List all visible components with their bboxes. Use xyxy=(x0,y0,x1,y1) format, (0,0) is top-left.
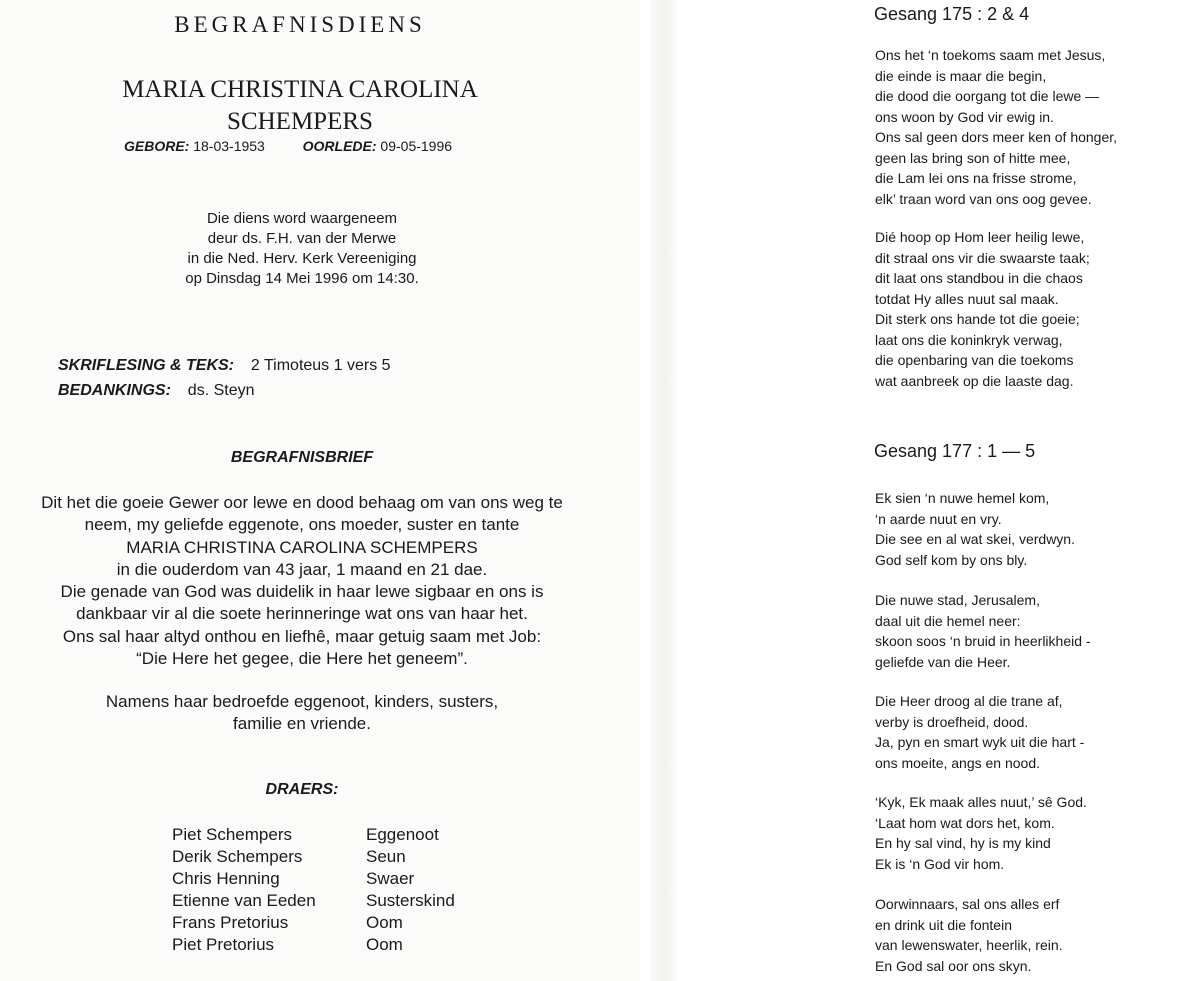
verse-line: elk’ traan word van ons oog gevee. xyxy=(875,190,1092,207)
bearer-name: Chris Henning xyxy=(172,869,280,888)
verse-line: Ons sal geen dors meer ken of honger, xyxy=(875,129,1118,145)
verse-line: ons woon by God vir ewig in. xyxy=(875,108,1054,125)
hymn-177-verse-2 xyxy=(875,590,1091,672)
deceased-name-line2: SCHEMPERS xyxy=(227,108,373,135)
verse-line: ‘Laat hom wat dors het, kom. xyxy=(875,814,1055,831)
born-date: 18-03-1953 xyxy=(193,138,265,154)
hymn-177-verse-1 xyxy=(875,488,1075,570)
bearer-relation: Oom xyxy=(366,913,403,932)
service-line: in die Ned. Herv. Kerk Vereeniging xyxy=(187,250,417,267)
verse-line: van lewenswater, heerlik, rein. xyxy=(875,937,1063,953)
verse-line: dit straal ons vir die swaarste taak; xyxy=(875,249,1090,266)
bearer-name: Piet Pretorius xyxy=(172,935,275,954)
verse-line: verby is droefheid, dood. xyxy=(875,713,1029,730)
bearer-name: Derik Schempers xyxy=(172,847,303,866)
closing-line: familie en vriende. xyxy=(233,714,371,733)
verse-line: En hy sal vind, hy is my kind xyxy=(875,835,1051,851)
letter-line: in die ouderdom van 43 jaar, 1 maand en 21 dae. xyxy=(116,559,488,579)
verse-line: Ja, pyn en smart wyk uit die hart - xyxy=(875,734,1085,750)
hymn-175-verse-4 xyxy=(875,227,1090,391)
document-title: BEGRAFNISDIENS xyxy=(174,12,426,37)
reading-value: 2 Timoteus 1 vers 5 xyxy=(250,357,391,374)
born-label: GEBORE: xyxy=(124,138,190,154)
verse-line: ‘Kyk, Ek maak alles nuut,’ sê God. xyxy=(875,794,1087,810)
letter-line: MARIA CHRISTINA CAROLINA SCHEMPERS xyxy=(126,537,478,557)
bearers-heading: DRAERS: xyxy=(265,781,339,798)
hymn-177-verse-4 xyxy=(875,792,1087,874)
bearer-row xyxy=(172,824,455,846)
verse-line: Ek sien ‘n nuwe hemel kom, xyxy=(875,490,1050,506)
verse-line: Die Heer droog al die trane af, xyxy=(875,693,1063,709)
hymn-175-title: Gesang 175 : 2 & 4 xyxy=(874,4,1030,24)
scripture-reading xyxy=(58,357,391,375)
closing-text xyxy=(0,691,604,735)
verse-line: Ek is ‘n God vir hom. xyxy=(875,855,1005,872)
verse-line: daal uit die hemel neer: xyxy=(875,612,1021,629)
bearer-row xyxy=(172,934,455,956)
bearer-name: Frans Pretorius xyxy=(172,913,289,932)
bearer-row xyxy=(172,890,455,912)
reading-label: SKRIFLESING & TEKS: xyxy=(58,357,235,374)
letter-line: dankbaar vir al die soete herinneringe wat ons van haar het. xyxy=(76,604,528,624)
verse-line: die dood die oorgang tot die lewe — xyxy=(875,88,1100,104)
bearer-row xyxy=(172,846,455,868)
service-line: op Dinsdag 14 Mei 1996 om 14:30. xyxy=(185,270,419,287)
verse-line: Dié hoop op Hom leer heilig lewe, xyxy=(875,229,1085,245)
verse-line: Oorwinnaars, sal ons alles erf xyxy=(875,896,1060,912)
bearer-relation: Seun xyxy=(366,847,406,866)
bearer-relation: Eggenoot xyxy=(366,825,439,844)
bearers-list xyxy=(172,824,455,956)
verse-line: Die nuwe stad, Jerusalem, xyxy=(875,592,1040,608)
thanks-label: BEDANKINGS: xyxy=(58,382,171,399)
dates-line xyxy=(124,138,452,154)
letter-line: neem, my geliefde eggenote, ons moeder, suster en tante xyxy=(84,515,520,535)
bearer-relation: Susterskind xyxy=(366,891,455,910)
thanks-value: ds. Steyn xyxy=(187,382,255,399)
deceased-name-line1: MARIA CHRISTINA CAROLINA xyxy=(122,76,478,103)
hymn-177-title: Gesang 177 : 1 — 5 xyxy=(874,441,1036,461)
verse-line: totdat Hy alles nuut sal maak. xyxy=(875,290,1059,307)
page-fold xyxy=(650,0,680,981)
bearer-row xyxy=(172,868,455,890)
verse-line: laat ons die koninkryk verwag, xyxy=(875,331,1063,348)
verse-line: skoon soos ‘n bruid in heerlikheid - xyxy=(875,633,1091,649)
service-line: Die diens word waargeneem xyxy=(206,210,398,227)
hymn-177-verse-5 xyxy=(875,894,1063,976)
service-line: deur ds. F.H. van der Merwe xyxy=(207,230,397,247)
verse-line: dit laat ons standbou in die chaos xyxy=(875,270,1083,286)
hymn-175-verse-2 xyxy=(875,45,1117,209)
verse-line: Die see en al wat skei, verdwyn. xyxy=(875,531,1075,547)
letter-line: Dit het die goeie Gewer oor lewe en dood behaag om van ons weg te xyxy=(41,493,563,512)
bearer-name: Piet Schempers xyxy=(172,825,292,844)
letter-line: Die genade van God was duidelik in haar lewe sigbaar en ons is xyxy=(60,582,544,602)
bearer-name: Etienne van Eeden xyxy=(172,891,316,910)
funeral-letter xyxy=(0,492,604,670)
died-label: OORLEDE: xyxy=(302,138,377,154)
letter-line: Ons sal haar altyd onthou en liefhê, maar getuig saam met Job: xyxy=(62,626,542,646)
letter-line: “Die Here het gegee, die Here het geneem”. xyxy=(136,649,468,669)
verse-line: Ons het ‘n toekoms saam met Jesus, xyxy=(875,47,1106,63)
service-info xyxy=(0,209,604,289)
verse-line: wat aanbreek op die laaste dag. xyxy=(875,372,1074,389)
verse-line: ons moeite, angs en nood. xyxy=(875,754,1041,771)
verse-line: En God sal oor ons skyn. xyxy=(875,957,1032,974)
verse-line: die openbaring van die toekoms xyxy=(875,352,1074,368)
verse-line: die einde is maar die begin, xyxy=(875,67,1047,84)
died-date: 09-05-1996 xyxy=(380,138,453,154)
bearer-row xyxy=(172,912,455,934)
closing-line: Namens haar bedroefde eggenoot, kinders, susters, xyxy=(105,692,499,711)
verse-line: en drink uit die fontein xyxy=(875,916,1012,933)
hymn-177-verse-3 xyxy=(875,691,1084,773)
verse-line: geliefde van die Heer. xyxy=(875,653,1011,670)
verse-line: Dit sterk ons hande tot die goeie; xyxy=(875,311,1080,327)
bearer-relation: Swaer xyxy=(366,869,415,888)
verse-line: God self kom by ons bly. xyxy=(875,551,1028,568)
thanks-line xyxy=(58,382,255,400)
verse-line: geen las bring son of hitte mee, xyxy=(875,149,1071,166)
letter-heading: BEGRAFNISBRIEF xyxy=(230,449,374,466)
bearer-relation: Oom xyxy=(366,935,403,954)
verse-line: ‘n aarde nuut en vry. xyxy=(875,510,1002,527)
verse-line: die Lam lei ons na frisse strome, xyxy=(875,170,1077,186)
